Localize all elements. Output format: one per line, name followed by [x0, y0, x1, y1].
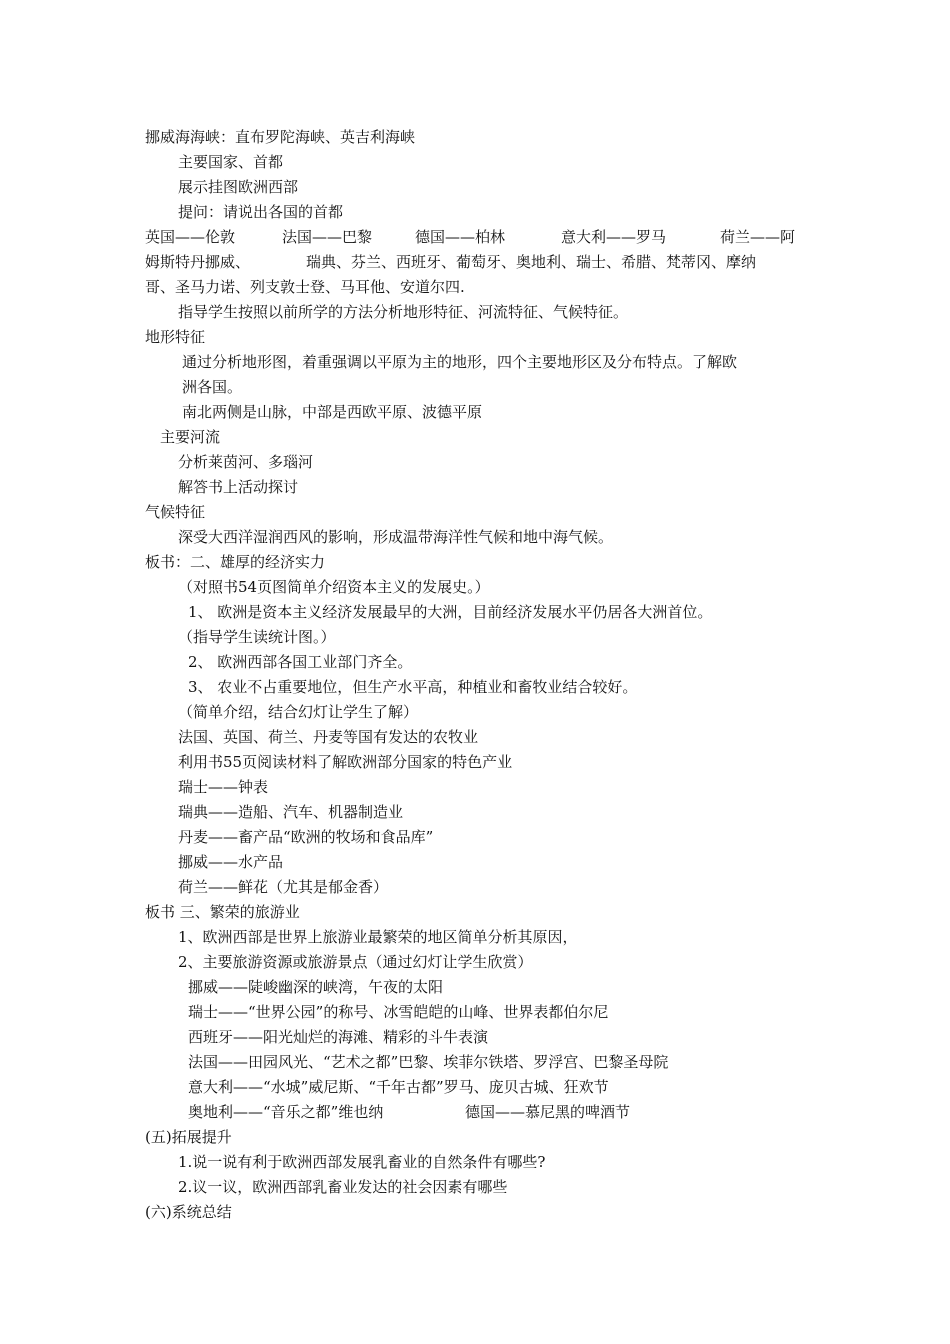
text-line: 解答书上活动探讨 [178, 478, 299, 496]
text-line: （指导学生读统计图。） [178, 628, 336, 646]
text-line: 法国——巴黎 [282, 228, 373, 246]
text-line: 英国——伦敦 [145, 228, 236, 246]
text-line: 通过分析地形图，着重强调以平原为主的地形，四个主要地形区及分布特点。了解欧 [182, 353, 738, 371]
text-line: （简单介绍，结合幻灯让学生了解） [178, 703, 419, 721]
text-line: 意大利——“水城”威尼斯、“千年古都”罗马、庞贝古城、狂欢节 [188, 1078, 609, 1096]
section-heading: 板书 三、繁荣的旅游业 [145, 903, 300, 921]
text-line: 2、主要旅游资源或旅游景点（通过幻灯让学生欣赏） [178, 953, 533, 971]
text-line: 深受大西洋湿润西风的影响，形成温带海洋性气候和地中海气候。 [178, 528, 614, 546]
section-heading: 气候特征 [145, 503, 206, 521]
text-line: 提问：请说出各国的首都 [178, 203, 344, 221]
text-line: 1.说一说有利于欧洲西部发展乳畜业的自然条件有哪些? [178, 1153, 546, 1171]
text-line: （对照书54页图简单介绍资本主义的发展史。） [178, 578, 490, 596]
text-line: 挪威——水产品 [178, 853, 284, 871]
text-line: 3、 农业不占重要地位，但生产水平高，种植业和畜牧业结合较好。 [188, 678, 638, 696]
text-line: 意大利——罗马 [561, 228, 667, 246]
text-line: 1、 欧洲是资本主义经济发展最早的大洲，目前经济发展水平仍居各大洲首位。 [188, 603, 713, 621]
text-line: 德国——柏林 [415, 228, 506, 246]
section-heading: (六)系统总结 [145, 1203, 232, 1221]
text-line: 姆斯特丹挪威、 [145, 253, 251, 271]
text-line: 瑞士——钟表 [178, 778, 269, 796]
text-line: 丹麦——畜产品“欧洲的牧场和食品库” [178, 828, 434, 846]
text-line: 展示挂图欧洲西部 [178, 178, 299, 196]
text-line: 瑞典——造船、汽车、机器制造业 [178, 803, 404, 821]
text-line: 哥、圣马力诺、列支敦士登、马耳他、安道尔四. [145, 278, 465, 296]
text-line: 荷兰——阿 [720, 228, 796, 246]
text-line: 洲各国。 [182, 378, 243, 396]
text-line: 荷兰——鲜花（尤其是郁金香） [178, 878, 389, 896]
text-line: 南北两侧是山脉，中部是西欧平原、波德平原 [182, 403, 483, 421]
text-line: 利用书55页阅读材料了解欧洲部分国家的特色产业 [178, 753, 513, 771]
text-line: 挪威——陡峻幽深的峡湾，午夜的太阳 [188, 978, 444, 996]
section-heading: 主要河流 [160, 428, 221, 446]
text-line: 瑞士——“世界公园”的称号、冰雪皑皑的山峰、世界表都伯尔尼 [188, 1003, 609, 1021]
section-heading: 板书：二、雄厚的经济实力 [145, 553, 326, 571]
text-line: 奥地利——“音乐之都”维也纳 [188, 1103, 384, 1121]
text-line: 西班牙——阳光灿烂的海滩、精彩的斗牛表演 [188, 1028, 489, 1046]
text-line: 法国、英国、荷兰、丹麦等国有发达的农牧业 [178, 728, 479, 746]
text-line: 分析莱茵河、多瑙河 [178, 453, 314, 471]
text-line: 2、 欧洲西部各国工业部门齐全。 [188, 653, 413, 671]
section-heading: (五)拓展提升 [145, 1128, 232, 1146]
text-line: 挪威海海峡：直布罗陀海峡、英吉利海峡 [145, 128, 416, 146]
text-line: 2.议一议，欧洲西部乳畜业发达的社会因素有哪些 [178, 1178, 508, 1196]
text-line: 德国——慕尼黑的啤酒节 [465, 1103, 631, 1121]
text-line: 主要国家、首都 [178, 153, 284, 171]
text-line: 指导学生按照以前所学的方法分析地形特征、河流特征、气候特征。 [178, 303, 629, 321]
section-heading: 地形特征 [145, 328, 206, 346]
text-line: 1、欧洲西部是世界上旅游业最繁荣的地区简单分析其原因， [178, 928, 578, 946]
text-line: 法国——田园风光、“艺术之都”巴黎、埃菲尔铁塔、罗浮宫、巴黎圣母院 [188, 1053, 669, 1071]
text-line: 瑞典、芬兰、西班牙、葡萄牙、奥地利、瑞士、希腊、梵蒂冈、摩纳 [306, 253, 757, 271]
